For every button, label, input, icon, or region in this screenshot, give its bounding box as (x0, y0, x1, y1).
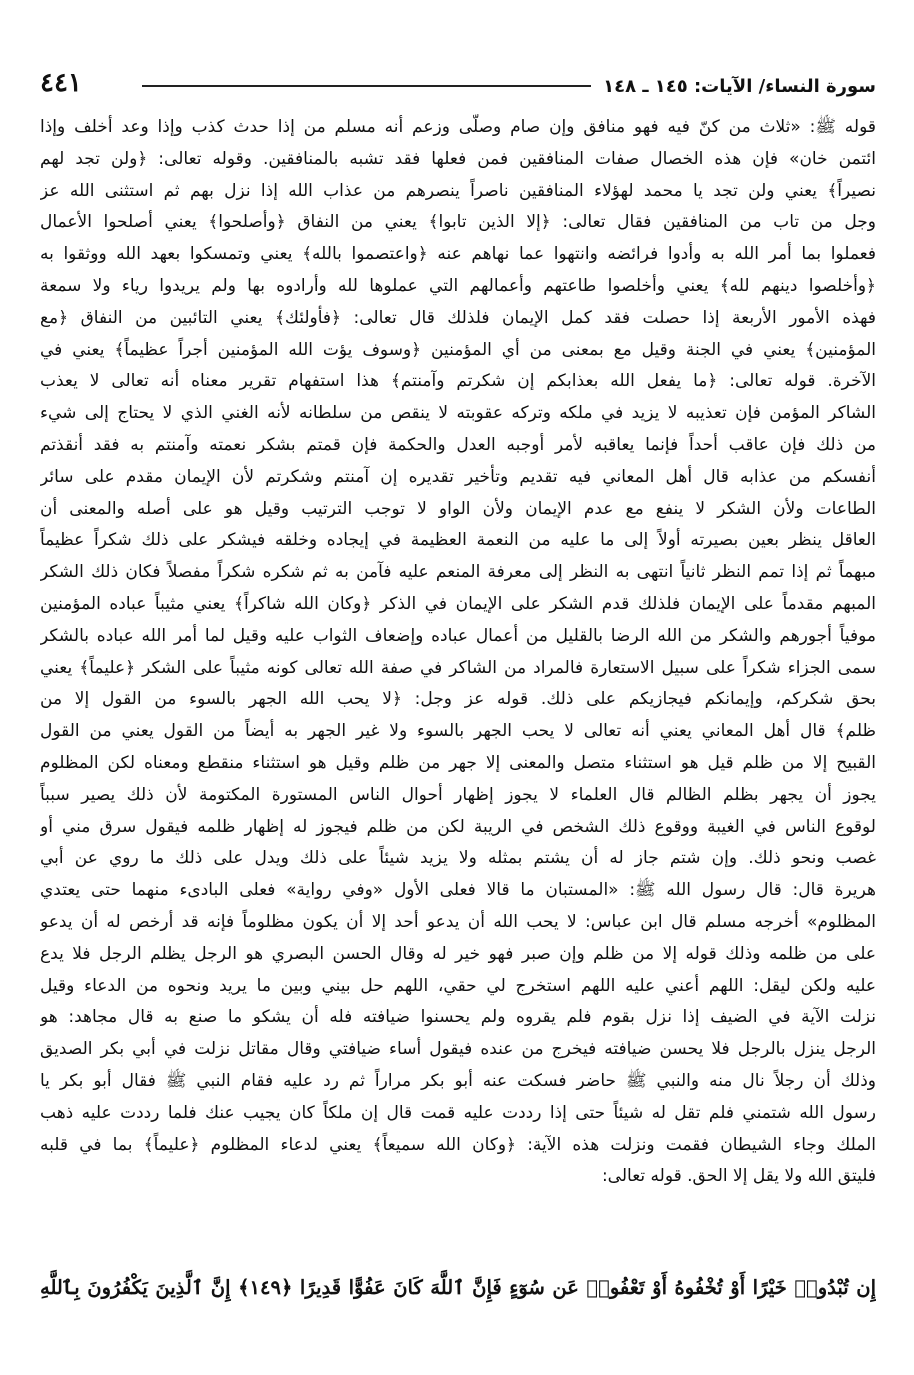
text-line: غصب ونحو ذلك. وإن شتم جاز له أن يشتم بمثله ولا يزيد شيئاً على ذلك ويدل على ذلك ما روي عن أبي (40, 848, 876, 869)
text-line: ﴿وأخلصوا دينهم لله﴾ يعني وأخلصوا طاعتهم وأعمالهم التي عملوها لله وأرادوه بها ولم يريدوا رياء ولا سمعة (40, 275, 876, 296)
text-line: مبهماً ثم إذا تمم النظر ثانياً انتهى به النظر إلى معرفة المنعم عليه فآمن به ثم شكره شكراً مفصلاً فكان ذلك الشكر (40, 562, 876, 583)
text-line: على من ظلمه وذلك قوله إلا من ظلم وإن صبر فهو خير له وقال الحسن البصري هو الرجل يظلم الرجل فلا يدع (40, 943, 876, 964)
text-line: فهذه الأمور الأربعة إذا حصلت فقد كمل الإيمان فلذلك قال تعالى: ﴿فأولئك﴾ يعني التائبين من النفاق ﴿مع (40, 307, 876, 328)
text-line: الشاكر المؤمن فإن تعذيبه لا يزيد في ملكه وتركه عقوبته لا ينقص من سلطانه لأنه الغني الذي لا يحتاج إلى شيء (40, 403, 876, 424)
text-line: الرجل ينزل بالرجل فلا يحسن ضيافته فيخرج من عنده فيقول أساء ضيافتي وقال مقاتل نزلت في أبي بكر الصديق (40, 1039, 876, 1060)
page-number: ٤٤١ (40, 68, 82, 98)
commentary-text (40, 112, 876, 1193)
text-line: أنفسكم من عذابه قال أهل المعاني فيه تقديم وتأخير تقديره إن آمنتم وشكرتم لأن الإيمان مقدم على سائر (40, 466, 876, 487)
text-line: القبيح إلا من ظلم قيل هو استثناء متصل والمعنى إلا جهر من ظلم وقيل هو استثناء منقطع ومعناه لكن المظلوم (40, 752, 876, 773)
text-line: من ذلك فإن عاقب أحداً فإنما يعاقبه لأمر أوجبه العدل والحكمة فإن قمتم بشكر نعمته وآمنتم به فقد أنقذتم (40, 434, 876, 455)
text-line: هريرة قال: قال رسول الله ﷺ: «المستبان ما قالا فعلى الأول «وفي رواية» فعلى البادىء منهما حتى يعتدي (40, 880, 876, 901)
text-line: بحق شكركم، وإيمانكم فيجازيكم على ذلك. قوله عز وجل: ﴿لا يحب الله الجهر بالسوء من القول إلا من (40, 689, 876, 710)
text-line: يجوز أن يجهر بظلم الظالم قال العلماء لا يجوز إظهار أحوال الناس المستورة المكتومة لأن ذلك يصير سبباً (40, 784, 876, 805)
text-line: ائتمن خان» فإن هذه الخصال صفات المنافقين فمن فعلها فقد تشبه بالمنافقين. وقوله تعالى: ﴿ولن تجد لهم (40, 148, 876, 169)
text-line: الملك وجاء الشيطان فقمت ونزلت هذه الآية: ﴿وكان الله سميعاً﴾ يعني لدعاء المظلوم ﴿عليماً﴾ بما في قلبه (40, 1134, 876, 1155)
page-header (40, 56, 876, 96)
text-line: الطاعات ولأن الشكر لا ينفع مع عدم الإيمان ولأن الواو لا توجب الترتيب وقيل هو على أصله والمعنى أن (40, 498, 876, 519)
text-line: سمى الجزاء شكراً على سبيل الاستعارة فالمراد من الشاكر في صفة الله تعالى كونه مثيباً على الشكر ﴿عليماً﴾ يعني (40, 657, 876, 678)
text-line: فليتق الله ولا يقل إلا الحق. قوله تعالى: (601, 1166, 876, 1187)
text-line: ظلم﴾ قال أهل المعاني يعني أنه تعالى لا يحب الجهر بالسوء ولا غير الجهر به أيضاً من القول يعني من القول (40, 721, 876, 742)
text-line: موفياً أجورهم والشكر من الله الرضا بالقليل من أعمال عباده وإضعاف الثواب عليه وقيل لما أمر الله عباده بالشكر (40, 625, 876, 646)
text-line: المؤمنين﴾ يعني في الجنة وقيل مع بمعنى من أي المؤمنين ﴿وسوف يؤت الله المؤمنين أجراً عظيماً﴾ يعني في (40, 339, 876, 360)
text-line: رسول الله شتمني فلم تقل له شيئاً حتى إذا رددت عليه قمت قال إن ملكاً كان يجيب عنك فلما رددت عليه ذهب (40, 1102, 876, 1123)
text-line: الآخرة. قوله تعالى: ﴿ما يفعل الله بعذابكم إن شكرتم وآمنتم﴾ هذا استفهام تقرير معناه أنه تعالى لا يعذب (40, 371, 876, 392)
text-line: نزلت الآية في الضيف إذا نزل بقوم فلم يقروه ولم يحسنوا ضيافته فله أن يشكو ما صنع به قال مجاهد: هو (40, 1007, 876, 1028)
text-line: لوقوع الناس في الغيبة ووقوع ذلك الشخص في الريبة لكن من ظلم فيجوز له إظهار ظلمه فيقول سرق مني أو (40, 816, 876, 837)
text-line: وذلك أن رجلاً نال منه والنبي ﷺ حاضر فسكت عنه أبو بكر مراراً ثم رد عليه فقام النبي ﷺ فقال أبو بكر يا (40, 1070, 876, 1091)
text-line: العاقل ينظر بعين بصيرته أولاً إلى ما عليه من النعمة العظيمة في إيجاده وخلقه فيشكر على ذلك شكراً عظيماً (40, 530, 876, 551)
text-line: عليه ولكن ليقل: اللهم أعني عليه اللهم استخرج لي حقي، اللهم حل بيني وبين ما يريد ونحوه من الدعاء وقيل (40, 975, 876, 996)
quran-verse: إِن تُبْدُوا۟ خَيْرًا أَوْ تُخْفُوهُ أَوْ تَعْفُوا۟ عَن سُوٓءٍ فَإِنَّ ٱللَّهَ كَانَ عَفُوًّا قَدِيرًا ﴿١٤٩﴾ إِنَّ ٱلَّذِينَ يَكْفُرُونَ بِٱللَّهِ (40, 1276, 876, 1299)
header-rule (142, 85, 591, 87)
running-title: سورة النساء/ الآيات: ١٤٥ ـ ١٤٨ (603, 76, 876, 97)
text-line: قوله ﷺ: «ثلاث من كنّ فيه فهو منافق وإن صام وصلّى وزعم أنه مسلم من إذا حدث كذب وإذا وعد أخلف وإذا (40, 117, 876, 137)
text-line: فعملوا بما أمر الله به وأدوا فرائضه وانتهوا عما نهاهم عنه ﴿واعتصموا بالله﴾ يعني وتمسكوا بعهد الله ووثقوا به (40, 244, 876, 265)
text-line: المبهم مقدماً على الإيمان فلذلك قدم الشكر على الإيمان في الذكر ﴿وكان الله شاكراً﴾ يعني مثيباً عباده المؤمنين (40, 593, 876, 614)
text-line: نصيراً﴾ يعني ولن تجد يا محمد لهؤلاء المنافقين ناصراً ينصرهم من عذاب الله إذا نزل بهم ثم استثنى الله عز (40, 180, 876, 201)
text-line: المظلوم» أخرجه مسلم قال ابن عباس: لا يحب الله أن يدعو أحد إلا أن يكون مظلوماً فإنه قد أرخص له أن يدعو (40, 911, 876, 932)
text-line: وجل من تاب من المنافقين فقال تعالى: ﴿إلا الذين تابوا﴾ يعني من النفاق ﴿وأصلحوا﴾ يعني أصلحوا الأعمال (40, 212, 876, 233)
